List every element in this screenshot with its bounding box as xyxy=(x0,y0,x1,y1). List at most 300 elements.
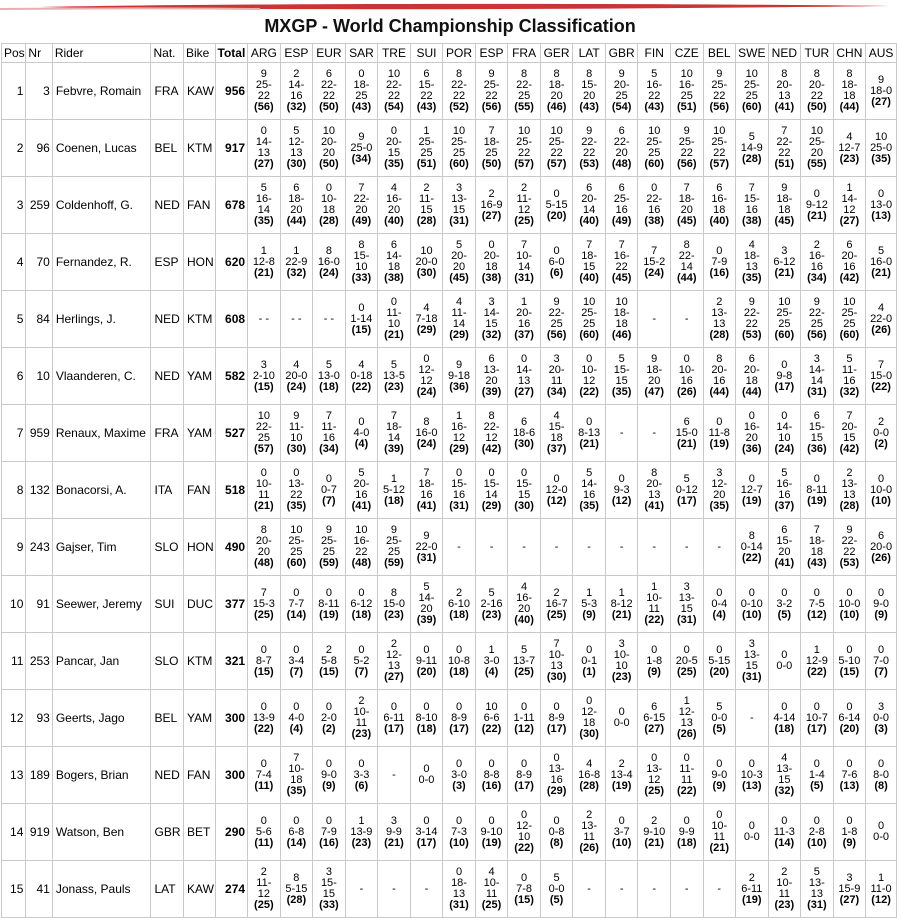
rider-number-cell: 10 xyxy=(26,348,52,405)
round-points: (21) xyxy=(807,209,827,222)
round-points: (38) xyxy=(644,215,664,227)
round-result-cell xyxy=(573,348,606,405)
round-line: 15- xyxy=(581,79,598,91)
round-points: (30) xyxy=(514,437,534,450)
total-points-cell: 608 xyxy=(215,291,248,348)
round-line: 7 xyxy=(293,752,300,764)
round-line: 0 xyxy=(455,866,463,878)
round-line: 13 xyxy=(387,660,401,672)
round-line: 8-12 xyxy=(610,597,633,610)
round-points: (23) xyxy=(351,728,372,740)
round-line: 15- xyxy=(613,364,630,376)
round-result-cell xyxy=(573,177,606,234)
round-points: (12) xyxy=(871,893,891,906)
round-line: 7-4 xyxy=(255,768,272,781)
round-line: 16 xyxy=(420,489,433,501)
round-line: 10-8 xyxy=(448,654,471,667)
round-line: 18- xyxy=(451,877,467,889)
round-points: (57) xyxy=(709,158,730,170)
round-line: 12-7 xyxy=(740,483,763,496)
round-result-cell xyxy=(443,63,476,120)
round-points: (38) xyxy=(384,272,404,284)
round-line: 16 xyxy=(517,318,531,330)
round-result-cell xyxy=(768,462,801,519)
round-line: 7-0 xyxy=(873,654,890,667)
round-result-cell xyxy=(768,63,801,120)
round-points: (39) xyxy=(384,443,404,455)
round-line: 5 xyxy=(521,643,528,656)
round-points: (43) xyxy=(351,101,372,113)
round-result-cell xyxy=(833,63,866,120)
round-line: 7 xyxy=(488,125,495,137)
round-line: 25 xyxy=(810,318,823,330)
round-line: - xyxy=(717,540,722,553)
nationality-cell: BEL xyxy=(151,120,184,177)
round-line: 0 xyxy=(553,244,560,257)
round-result-cell xyxy=(410,120,443,177)
round-line: 16 xyxy=(745,204,758,216)
rider-number-cell: 41 xyxy=(26,861,52,918)
round-points: (4) xyxy=(289,722,304,735)
round-line: 1 xyxy=(651,581,658,593)
round-line: 15-0 xyxy=(675,426,698,439)
round-points: (50) xyxy=(319,158,339,170)
round-line: 20-0 xyxy=(415,255,438,268)
round-result-cell xyxy=(573,291,606,348)
round-result-cell xyxy=(345,177,378,234)
round-result-cell xyxy=(638,291,671,348)
total-points-cell: 956 xyxy=(215,63,248,120)
round-points: (41) xyxy=(774,101,795,113)
round-points: (35) xyxy=(742,272,762,284)
round-line: - xyxy=(554,540,559,553)
round-line: 10- xyxy=(711,820,728,832)
round-line: 0 xyxy=(651,752,658,764)
round-points: (44) xyxy=(709,386,730,398)
round-line: 4 xyxy=(455,296,463,308)
round-points: (28) xyxy=(416,215,437,227)
round-points: (9) xyxy=(582,608,596,621)
round-line: 20-0 xyxy=(870,540,893,553)
round-line: 10- xyxy=(516,250,533,262)
round-line: 11- xyxy=(516,193,532,205)
round-line: 8 xyxy=(553,68,560,80)
round-line: 11 xyxy=(713,831,725,843)
round-line: 15-9 xyxy=(838,882,861,895)
round-result-cell xyxy=(833,405,866,462)
round-line: 16 xyxy=(322,432,336,444)
round-line: 7 xyxy=(846,410,853,422)
round-points: (59) xyxy=(319,557,339,569)
round-points: (23) xyxy=(351,836,372,849)
round-line: 11-3 xyxy=(773,825,795,838)
table-row xyxy=(2,462,897,519)
round-line: 8-9 xyxy=(451,711,467,724)
round-line: 25-0 xyxy=(870,141,893,154)
round-line: 9 xyxy=(488,68,495,80)
round-line: 13-5 xyxy=(382,369,405,382)
round-result-cell xyxy=(378,120,411,177)
round-result-cell xyxy=(410,576,443,633)
round-line: 0 xyxy=(586,695,593,707)
round-result-cell xyxy=(475,405,508,462)
round-line: 18 xyxy=(745,375,758,387)
round-line: 4 xyxy=(488,866,495,878)
round-points: (60) xyxy=(449,158,469,170)
round-result-cell xyxy=(605,804,638,861)
round-result-cell xyxy=(508,348,541,405)
round-result-cell xyxy=(508,576,541,633)
round-line: 20- xyxy=(808,79,825,91)
round-points: (18) xyxy=(416,722,437,735)
round-result-cell xyxy=(638,633,671,690)
round-line: 16- xyxy=(451,421,467,433)
round-line: 4 xyxy=(781,752,788,764)
round-result-cell xyxy=(410,747,443,804)
round-line: 7 xyxy=(781,125,788,137)
round-line: 0-0 xyxy=(548,882,565,895)
round-line: - xyxy=(489,540,494,553)
round-line: 5 xyxy=(586,467,593,479)
round-line: 20- xyxy=(548,364,565,376)
round-line: 8 xyxy=(813,68,820,80)
round-line: 0-12 xyxy=(675,483,698,496)
round-points: (21) xyxy=(579,437,599,450)
round-line: 25- xyxy=(808,136,825,148)
round-result-cell xyxy=(866,234,897,291)
round-result-cell xyxy=(605,405,638,462)
round-result-cell xyxy=(378,804,411,861)
round-line: 22 xyxy=(517,147,531,159)
round-line: 10 xyxy=(810,125,823,137)
round-result-cell xyxy=(280,804,313,861)
position-cell: 10 xyxy=(2,576,26,633)
round-line: 5 xyxy=(846,353,853,365)
round-result-cell xyxy=(280,405,313,462)
col-header-round-tre: TRE xyxy=(378,44,411,63)
round-points: (56) xyxy=(807,329,827,341)
round-line: 0 xyxy=(423,763,430,775)
round-line: 22 xyxy=(257,90,270,102)
round-points: (10) xyxy=(449,836,469,849)
nationality-cell: SUI xyxy=(151,576,184,633)
round-points: (50) xyxy=(807,101,827,113)
round-line: 14- xyxy=(776,421,793,433)
round-line: 13-0 xyxy=(870,198,893,211)
round-line: 15 xyxy=(420,204,433,216)
round-line: 25 xyxy=(452,147,466,159)
round-result-cell xyxy=(443,348,476,405)
round-line: 0 xyxy=(683,353,690,365)
round-line: 5 xyxy=(748,130,755,143)
round-result-cell xyxy=(508,177,541,234)
round-points: (26) xyxy=(871,323,891,336)
round-points: (16) xyxy=(319,836,339,849)
table-row xyxy=(2,405,897,462)
round-line: 0 xyxy=(716,643,723,656)
round-result-cell xyxy=(508,405,541,462)
position-cell: 6 xyxy=(2,348,26,405)
round-points: (49) xyxy=(351,215,372,227)
round-line: 0 xyxy=(455,700,463,713)
round-points: (3) xyxy=(874,722,888,735)
round-result-cell xyxy=(313,633,346,690)
round-result-cell xyxy=(443,519,476,576)
round-result-cell xyxy=(410,63,443,120)
round-line: 0-0 xyxy=(873,426,890,439)
rider-number-cell: 259 xyxy=(26,177,52,234)
bike-brand-cell: KAW xyxy=(184,63,216,120)
round-line: - xyxy=(424,882,429,895)
round-points: (56) xyxy=(709,101,730,113)
round-line: 15- xyxy=(776,535,793,547)
round-line: 4 xyxy=(521,581,528,593)
round-line: 25 xyxy=(745,90,758,102)
round-line: 20 xyxy=(452,261,466,273)
round-points: (53) xyxy=(839,557,860,569)
round-result-cell xyxy=(801,633,834,690)
round-line: 13 xyxy=(778,90,791,102)
round-line: 6 xyxy=(683,415,690,428)
round-result-cell xyxy=(833,576,866,633)
round-line: 25-0 xyxy=(350,141,373,154)
round-result-cell xyxy=(345,519,378,576)
round-line: 9-9 xyxy=(678,825,695,838)
round-line: 3 xyxy=(488,296,495,308)
round-line: 13- xyxy=(711,307,728,319)
col-header-round-sui: SUI xyxy=(410,44,443,63)
rider-name-cell: Fernandez, R. xyxy=(52,234,151,291)
round-line: 10 xyxy=(615,660,628,672)
round-points: (60) xyxy=(286,557,307,569)
classification-table xyxy=(1,43,897,918)
round-line: 9-0 xyxy=(711,768,728,781)
round-line: 8 xyxy=(390,586,398,599)
col-header-round-esp: ESP xyxy=(280,44,313,63)
round-result-cell xyxy=(768,576,801,633)
round-line: 0-7 xyxy=(320,483,337,496)
round-points: (28) xyxy=(579,779,599,792)
round-line: 5 xyxy=(455,239,463,251)
round-line: 0 xyxy=(878,757,885,770)
round-points: (10) xyxy=(742,608,762,621)
round-points: (10) xyxy=(611,836,632,849)
round-line: 10 xyxy=(452,125,466,137)
round-line: 6 xyxy=(488,353,495,365)
round-points: (26) xyxy=(676,728,697,740)
round-result-cell xyxy=(540,462,573,519)
round-line: 8-7 xyxy=(255,654,272,667)
round-line: 15 xyxy=(680,603,693,615)
round-points: (20) xyxy=(546,209,567,222)
round-line: 18 xyxy=(290,774,303,786)
round-result-cell xyxy=(378,234,411,291)
round-line: 10 xyxy=(713,125,726,137)
round-result-cell xyxy=(833,234,866,291)
round-line: 0 xyxy=(553,187,560,200)
round-points: (53) xyxy=(579,158,599,170)
round-result-cell xyxy=(540,120,573,177)
round-result-cell xyxy=(638,519,671,576)
round-line: - xyxy=(587,540,591,553)
round-line: 22 xyxy=(680,147,693,159)
position-cell: 5 xyxy=(2,291,26,348)
round-line: 25- xyxy=(418,136,435,148)
round-line: 20- xyxy=(613,79,630,91)
round-line: 11- xyxy=(451,307,467,319)
round-points: (45) xyxy=(774,215,795,227)
round-result-cell xyxy=(248,234,281,291)
round-line: 2 xyxy=(586,809,593,821)
round-line: 9-0 xyxy=(320,768,337,781)
round-line: 9 xyxy=(813,296,820,308)
bike-brand-cell: FAN xyxy=(184,747,216,804)
round-line: 0 xyxy=(716,415,723,428)
round-result-cell xyxy=(540,234,573,291)
round-line: 0 xyxy=(878,820,885,832)
round-points: (34) xyxy=(319,443,339,455)
round-points: (5) xyxy=(777,608,792,621)
round-line: 20 xyxy=(745,432,758,444)
round-points: (28) xyxy=(709,329,730,341)
round-line: 0-4 xyxy=(711,597,728,610)
round-line: 0 xyxy=(390,700,398,713)
round-line: 18- xyxy=(418,478,435,490)
round-line: 0 xyxy=(748,820,755,832)
round-line: 1 xyxy=(813,643,820,656)
round-result-cell xyxy=(378,519,411,576)
round-result-cell xyxy=(248,120,281,177)
round-result-cell xyxy=(280,576,313,633)
round-result-cell xyxy=(833,690,866,747)
round-points: (29) xyxy=(416,323,437,336)
round-line: 16- xyxy=(516,592,533,604)
round-line: 9 xyxy=(618,68,625,80)
round-result-cell xyxy=(475,519,508,576)
round-line: - xyxy=(684,312,689,325)
header-row xyxy=(2,44,897,63)
round-line: 0 xyxy=(293,700,300,713)
round-line: 16 xyxy=(290,90,303,102)
round-points: (51) xyxy=(676,101,697,113)
total-points-cell: 620 xyxy=(215,234,248,291)
round-line: - - xyxy=(291,312,302,325)
round-line: 18 xyxy=(387,261,401,273)
round-points: (19) xyxy=(742,893,762,906)
round-points: (42) xyxy=(839,443,860,455)
round-result-cell xyxy=(345,576,378,633)
round-points: (24) xyxy=(319,266,339,279)
round-line: 0-0 xyxy=(743,831,760,843)
round-result-cell xyxy=(378,747,411,804)
round-result-cell xyxy=(736,234,769,291)
round-line: 10- xyxy=(646,592,663,604)
round-line: 10- xyxy=(483,877,500,889)
round-line: 4 xyxy=(878,301,885,314)
round-result-cell xyxy=(670,348,703,405)
round-result-cell xyxy=(670,462,703,519)
round-result-cell xyxy=(703,234,736,291)
round-line: 13- xyxy=(581,820,598,832)
position-cell: 2 xyxy=(2,120,26,177)
round-points: (60) xyxy=(839,329,860,341)
round-points: (17) xyxy=(449,722,469,735)
round-points: (44) xyxy=(839,101,860,113)
table-row xyxy=(2,234,897,291)
bike-brand-cell: HON xyxy=(184,519,216,576)
table-row xyxy=(2,804,897,861)
round-line: 2 xyxy=(813,239,820,251)
round-line: 3-2 xyxy=(776,597,793,610)
round-line: 13 xyxy=(550,660,563,672)
round-result-cell xyxy=(378,633,411,690)
round-line: 20 xyxy=(290,204,303,216)
round-points: (39) xyxy=(416,614,437,626)
position-cell: 7 xyxy=(2,405,26,462)
round-result-cell xyxy=(313,120,346,177)
round-points: (60) xyxy=(742,101,762,113)
round-result-cell xyxy=(736,747,769,804)
round-points: (13) xyxy=(742,779,762,792)
round-line: 0 xyxy=(618,814,625,827)
round-points: (25) xyxy=(546,608,567,621)
nationality-cell: ESP xyxy=(151,234,184,291)
round-result-cell xyxy=(248,177,281,234)
round-line: 15 xyxy=(778,774,791,786)
round-points: (56) xyxy=(546,329,567,341)
round-points: (23) xyxy=(384,380,404,393)
round-line: 11 xyxy=(355,717,368,729)
round-line: 6 xyxy=(293,182,300,194)
round-line: 1 xyxy=(455,410,463,422)
round-points: (52) xyxy=(449,101,469,113)
col-header-round-chn: CHN xyxy=(833,44,866,63)
round-result-cell xyxy=(768,405,801,462)
round-line: 0 xyxy=(423,643,430,656)
round-line: 10 xyxy=(843,296,856,308)
rider-name-cell: Watson, Ben xyxy=(52,804,151,861)
round-line: 25- xyxy=(288,535,305,547)
round-line: 10 xyxy=(648,125,661,137)
round-points: (60) xyxy=(644,158,664,170)
nationality-cell: NED xyxy=(151,348,184,405)
round-line: 6 xyxy=(846,239,853,251)
round-result-cell xyxy=(638,462,671,519)
round-line: 10- xyxy=(548,649,565,661)
round-result-cell xyxy=(736,348,769,405)
round-line: 20 xyxy=(778,546,791,558)
round-points: (49) xyxy=(611,215,632,227)
round-line: 15- xyxy=(743,193,760,205)
round-line: 13- xyxy=(548,763,565,775)
round-points: (36) xyxy=(807,443,827,455)
round-line: 2 xyxy=(651,814,658,827)
round-line: 0 xyxy=(846,586,853,599)
round-line: 13- xyxy=(841,478,858,490)
round-line: 0 xyxy=(325,182,332,194)
round-line: 11- xyxy=(321,421,337,433)
round-result-cell xyxy=(345,405,378,462)
round-points: (51) xyxy=(416,158,437,170)
round-result-cell xyxy=(248,63,281,120)
round-result-cell xyxy=(475,120,508,177)
round-line: 5 xyxy=(683,472,690,485)
round-points: (32) xyxy=(481,329,502,341)
round-line: 25- xyxy=(255,79,272,91)
round-line: 7-5 xyxy=(808,597,825,610)
round-line: 2 xyxy=(553,586,560,599)
round-line: 0 xyxy=(488,467,495,479)
